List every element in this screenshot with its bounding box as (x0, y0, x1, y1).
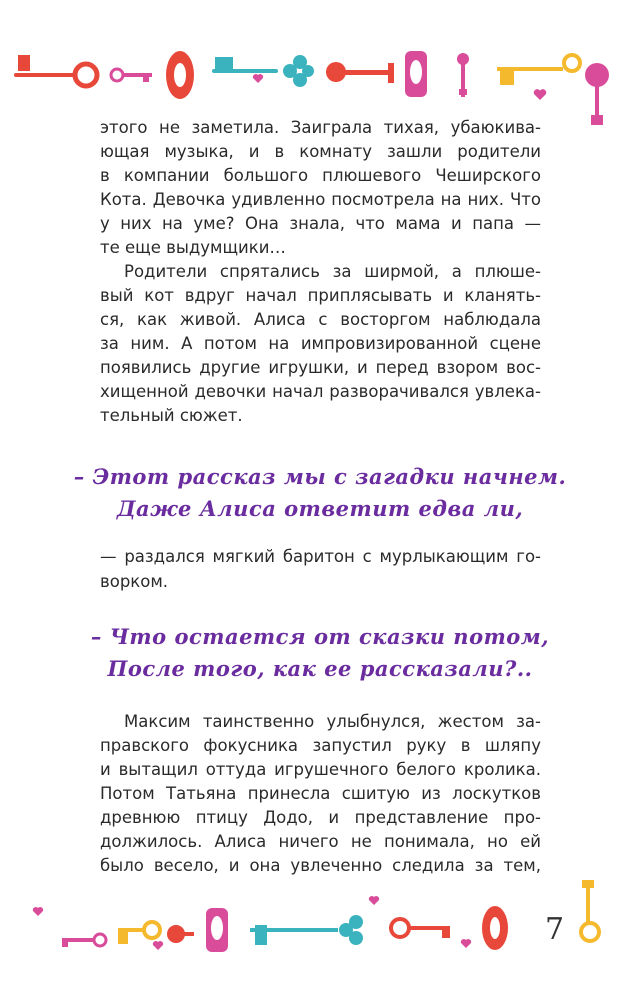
text-line: Максим таинственно улыбнулся, жестом за- (124, 712, 541, 731)
text-line: Потом Татьяна принесла сшитую из лоскутков (100, 784, 541, 803)
text-line: ся, как живой. Алиса с восторгом наблюдала (100, 310, 541, 329)
text-line: появились другие игрушки, и перед взором вос- (100, 358, 541, 377)
text-line: этого не заметила. Заиграла тихая, убаюкива- (100, 118, 541, 137)
text-line: древнюю птицу Додо, и представление про- (100, 808, 541, 827)
poem-line: Даже Алиса ответит едва ли, (116, 496, 524, 521)
text-line: — раздался мягкий баритон с мурлыкающим го- (100, 547, 541, 566)
text-line: вый кот вдруг начал приплясывать и кланять- (100, 286, 541, 305)
text-line: Родители спрятались за ширмой, а плюше- (124, 262, 541, 281)
poem-line: – Этот рассказ мы с загадки начнем. (73, 464, 567, 489)
page-number: 7 (545, 912, 565, 947)
text-line: те еще выдумщики… (100, 238, 286, 257)
text-line: правского фокусника запустил руку в шляпу (100, 736, 541, 755)
text-line: и вытащил оттуда игрушечного белого кролика. (100, 760, 541, 779)
text-line: хищенной девочки начал разворачивался увлека- (100, 382, 541, 401)
text-line: у них на уме? Она знала, что мама и папа — (100, 214, 541, 233)
text-line: за ним. А потом на импровизированной сцене (100, 334, 541, 353)
text-line: Кота. Девочка удивленно посмотрела на них. Что (100, 190, 541, 209)
text-line: тельный сюжет. (100, 406, 243, 425)
poem-line: – Что остается от сказки потом, (90, 624, 550, 649)
text-line: должилось. Алиса ничего не понимала, но ей (100, 832, 541, 851)
text-line: в компании большого плюшевого Чеширского (100, 166, 541, 185)
text-line: ющая музыка, и в комнату зашли родители (100, 142, 541, 161)
text-line: ворком. (100, 572, 169, 591)
text-line: было весело, и она увлеченно следила за тем, (100, 856, 541, 875)
poem-line: После того, как ее рассказали?.. (107, 656, 533, 681)
